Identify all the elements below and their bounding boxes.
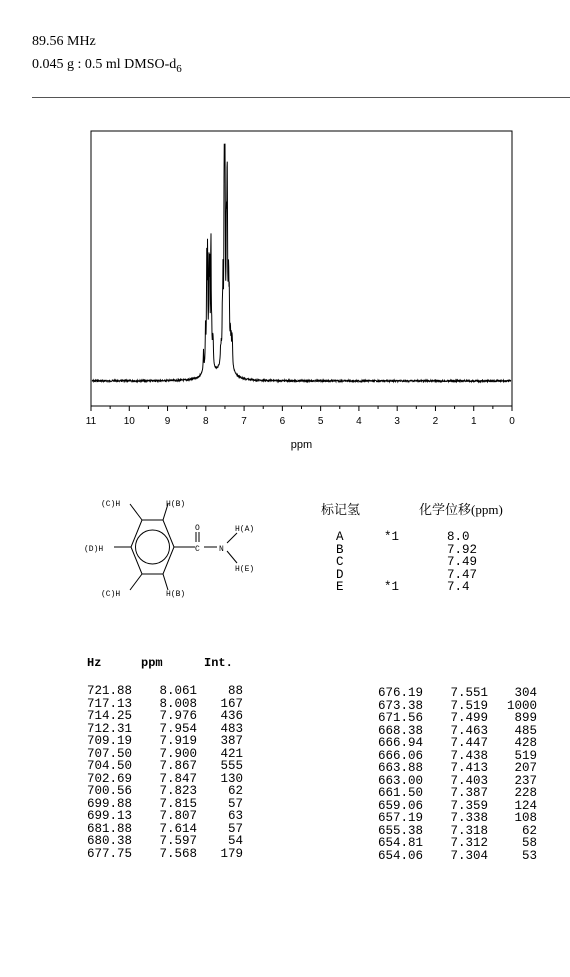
peak-intensity: 555 [220,759,243,773]
peak-row [0,710,280,723]
benzene-ring [131,520,174,574]
peak-ppm: 8.061 [159,684,197,698]
benzamide-structure [0,0,300,620]
peak-intensity: 62 [227,784,243,798]
assignment-note: *1 [384,580,400,594]
peak-ppm: 7.597 [159,834,197,848]
peak-intensity: 63 [227,809,243,823]
peak-hz: 671.56 [377,711,423,725]
peak-row [0,760,280,773]
peak-intensity: 108 [514,811,537,825]
peak-intensity: 57 [227,796,243,811]
peak-hz: 704.50 [86,759,132,773]
x-tick-label: 7 [241,416,247,427]
label-h-b-bottom: H(B) [166,590,186,599]
peak-table-left [0,685,280,860]
peak-intensity: 130 [220,771,243,786]
peak-row [290,837,570,850]
peak-intensity: 207 [514,761,537,775]
peak-hz: 666.06 [377,748,423,763]
peak-row [0,685,280,698]
peak-ppm: 7.387 [450,786,488,800]
peak-hz: 666.94 [377,736,423,750]
peak-hz: 657.19 [377,811,423,825]
peak-intensity: 421 [220,746,243,761]
peak-row [290,762,570,775]
peak-hz: 714.25 [86,709,132,723]
peak-row [290,712,570,725]
peak-intensity: 304 [514,686,537,700]
peak-hz: 699.88 [86,796,132,811]
x-tick-label: 2 [432,416,439,427]
peak-hz: 676.19 [377,686,423,700]
assignment-label: D [336,567,344,582]
peak-intensity: 237 [514,773,537,788]
peak-hz: 677.75 [86,846,132,861]
peak-intensity: 167 [220,696,243,711]
assignment-label: C [336,555,344,569]
peak-intensity: 179 [220,846,243,861]
peak-intensity: 485 [514,723,537,738]
peak-ppm: 7.900 [159,746,197,761]
label-h-b-top: H(B) [166,500,186,509]
peak-hz: 655.38 [377,823,423,838]
peak-ppm: 7.867 [159,759,197,773]
peak-header-hz: Hz [87,656,102,670]
peak-ppm: 7.359 [450,798,488,813]
peak-hz: 702.69 [86,771,132,786]
label-h-e: H(E) [235,565,255,574]
assignment-shift: 7.49 [447,555,478,569]
peak-hz: 681.88 [86,821,132,836]
x-tick-label: 5 [317,416,324,427]
peak-ppm: 7.403 [450,773,488,788]
label-h-c-bottom: (C)H [101,590,121,599]
peak-ppm: 8.008 [159,696,197,711]
peak-row [290,737,570,750]
assignment-shift: 7.47 [447,567,478,582]
peak-ppm: 7.919 [159,734,197,748]
peak-row [290,787,570,800]
peak-row [0,848,280,861]
assignment-label: E [336,580,344,594]
peak-header-int: Int. [204,656,233,670]
sample-prefix: 0.045 g : 0.5 ml DMSO-d [32,57,177,72]
peak-ppm: 7.413 [450,761,488,775]
assignment-label: B [336,542,344,557]
peak-ppm: 7.847 [159,771,197,786]
label-h-c-top: (C)H [101,500,121,509]
peak-hz: 680.38 [86,834,132,848]
label-carbon: C [195,545,200,554]
peak-intensity: 899 [514,711,537,725]
peak-ppm: 7.519 [450,698,488,713]
peak-hz: 712.31 [86,721,132,736]
peak-ppm: 7.304 [450,848,488,863]
peak-hz: 721.88 [86,684,132,698]
label-h-d: (D)H [84,545,104,554]
peak-ppm: 7.815 [159,796,197,811]
peak-hz: 699.13 [86,809,132,823]
x-tick-label: 3 [394,416,400,427]
peak-row [290,812,570,825]
label-h-a: H(A) [235,525,255,534]
peak-intensity: 54 [227,834,243,848]
x-tick-label: 9 [164,416,171,427]
peak-hz: 668.38 [377,723,423,738]
peak-intensity: 387 [220,734,243,748]
peak-ppm: 7.823 [159,784,197,798]
peak-ppm: 7.447 [450,736,488,750]
peak-intensity: 519 [514,748,537,763]
peak-table-right [290,687,570,862]
peak-intensity: 428 [514,736,537,750]
peak-ppm: 7.976 [159,709,197,723]
peak-row [0,810,280,823]
assignment-shift: 8.0 [447,530,470,544]
x-tick-label: 11 [85,416,97,427]
peak-row [290,687,570,700]
peak-hz: 707.50 [86,746,132,761]
peak-ppm: 7.338 [450,811,488,825]
peak-hz: 659.06 [377,798,423,813]
assignment-note: *1 [384,530,400,544]
x-tick-label: 0 [509,416,515,427]
x-tick-label: 10 [123,416,135,427]
peak-intensity: 58 [521,836,537,850]
peak-row [290,850,570,863]
x-tick-label: 4 [356,416,362,427]
label-oxygen: O [195,524,200,533]
peak-hz: 654.06 [377,848,423,863]
spectrometer-frequency: 89.56 MHz [32,34,96,49]
peak-intensity: 483 [220,721,243,736]
peak-row [0,785,280,798]
x-tick-label: 6 [279,416,286,427]
peak-hz: 673.38 [377,698,423,713]
assignment-shift: 7.92 [447,542,478,557]
peak-intensity: 57 [227,821,243,836]
peak-intensity: 1000 [506,698,537,713]
assignment-header-shift: 化学位移(ppm) [419,502,503,517]
peak-row [0,735,280,748]
peak-hz: 654.81 [377,836,423,850]
peak-hz: 663.00 [377,773,423,788]
peak-ppm: 7.568 [159,846,197,861]
peak-ppm: 7.438 [450,748,488,763]
peak-hz: 717.13 [86,696,132,711]
peak-hz: 661.50 [377,786,423,800]
peak-ppm: 7.551 [450,686,488,700]
peak-ppm: 7.499 [450,711,488,725]
assignment-header-label: 标记氢 [321,502,361,517]
peak-ppm: 7.614 [159,821,197,836]
label-nitrogen: N [219,545,224,554]
assignment-label: A [336,530,344,544]
peak-ppm: 7.463 [450,723,488,738]
peak-intensity: 88 [227,684,243,698]
peak-intensity: 124 [514,798,537,813]
peak-hz: 709.19 [86,734,132,748]
x-axis-label: ppm [290,439,313,451]
peak-row [0,835,280,848]
peak-ppm: 7.807 [159,809,197,823]
peak-intensity: 436 [220,709,243,723]
peak-intensity: 62 [521,823,537,838]
x-tick-label: 1 [470,416,477,427]
peak-ppm: 7.954 [159,721,197,736]
x-tick-label: 8 [203,416,209,427]
peak-intensity: 53 [521,848,537,863]
assignment-shift: 7.4 [447,580,470,594]
peak-hz: 663.88 [377,761,423,775]
peak-header-ppm: ppm [141,656,163,670]
sample-subscript: 6 [176,62,182,75]
peak-intensity: 228 [514,786,537,800]
peak-ppm: 7.318 [450,823,488,838]
peak-ppm: 7.312 [450,836,488,850]
peak-hz: 700.56 [86,784,132,798]
